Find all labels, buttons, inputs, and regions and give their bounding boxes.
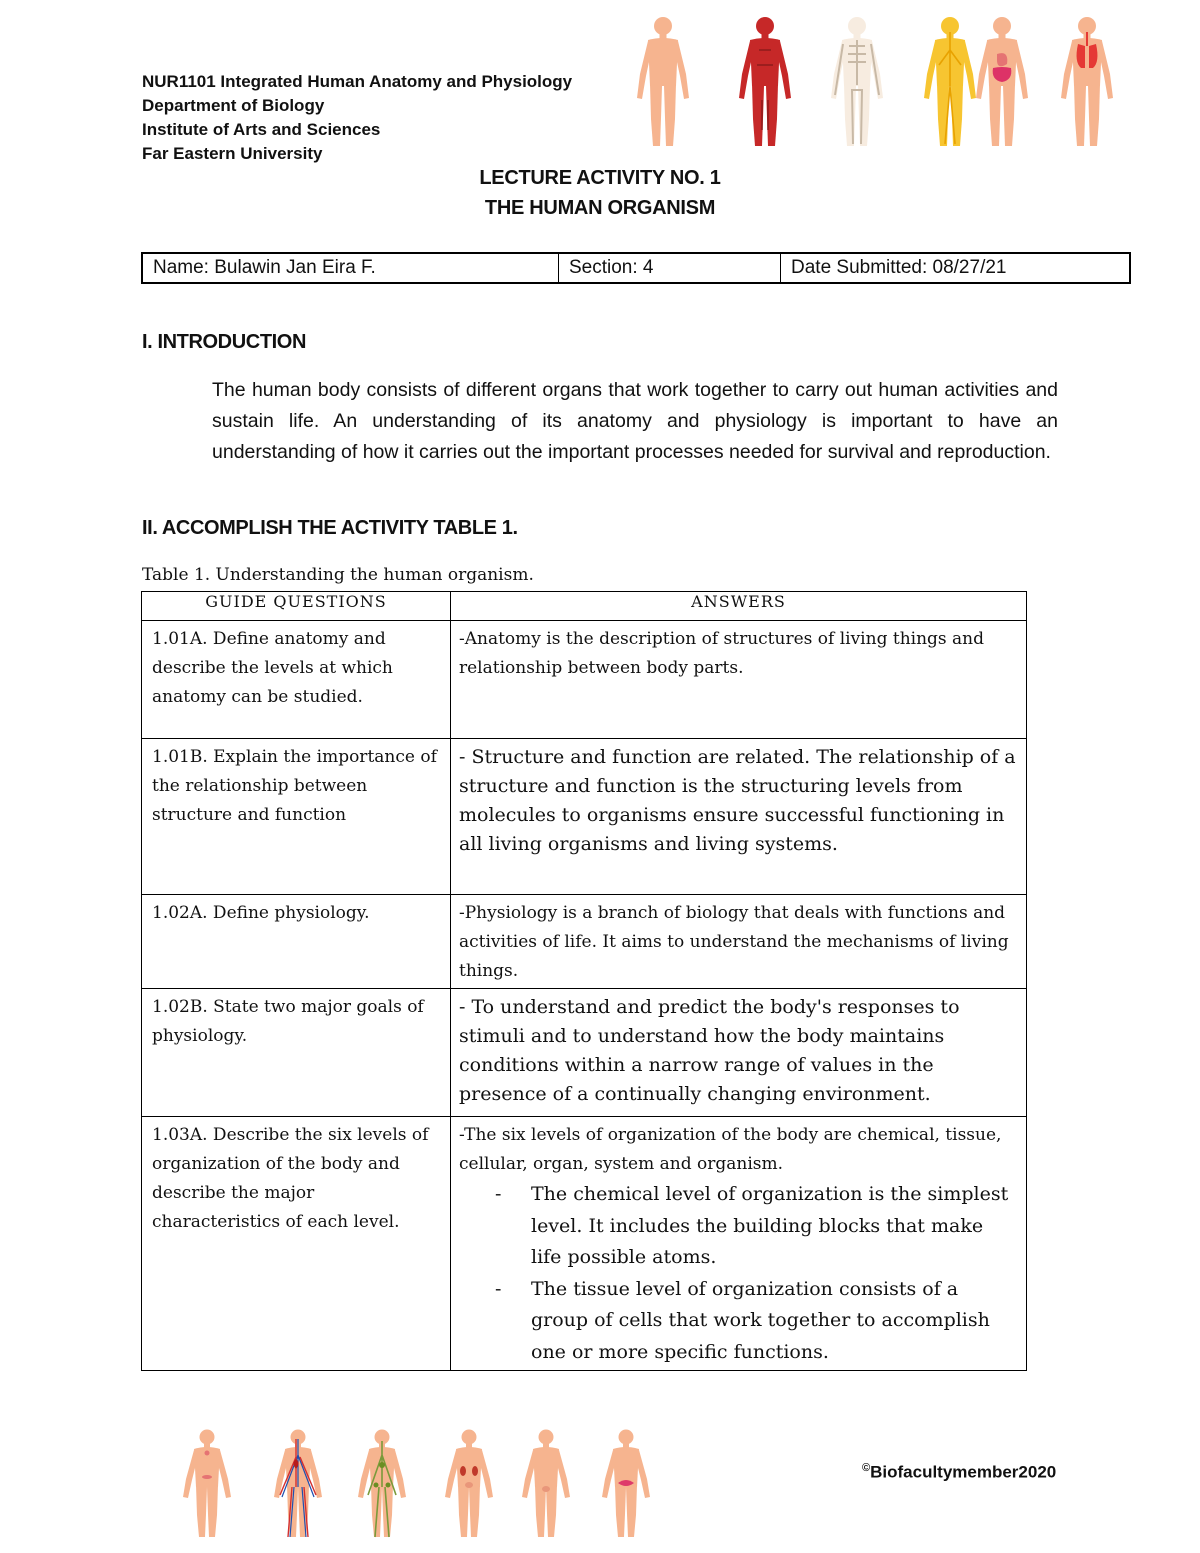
- table-row: [142, 739, 1027, 895]
- human-figure-endocrine: [183, 1430, 231, 1538]
- copyright-text: Biofacultymember2020: [870, 1462, 1057, 1482]
- answer-bullet: - The chemical level of organization is the simplest level. It includes the building blocks that make life possible atoms.: [495, 1179, 1018, 1274]
- date-submitted: Date Submitted: 08/27/21: [791, 257, 1007, 278]
- table-row: [142, 989, 1027, 1117]
- question-cell: 1.01A. Define anatomy and describe the levels at which anatomy can be studied.: [142, 621, 451, 739]
- table-row: [142, 895, 1027, 989]
- table-row: [142, 1117, 1027, 1371]
- copyright-notice: [862, 1462, 1056, 1483]
- introduction-heading: I. INTRODUCTION: [142, 331, 306, 353]
- question-cell: 1.02A. Define physiology.: [142, 895, 451, 989]
- question-cell: 1.03A. Describe the six levels of organization of the body and describe the major characteristics of each level.: [142, 1117, 451, 1371]
- answer-cell: [451, 1117, 1027, 1371]
- human-figure-skeletal: [831, 17, 883, 146]
- human-figure-digestive: [976, 17, 1028, 146]
- table-caption: Table 1. Understanding the human organism.: [142, 565, 534, 585]
- activity-subtitle: THE HUMAN ORGANISM: [484, 197, 716, 219]
- course-title: NUR1101 Integrated Human Anatomy and Physiology: [142, 72, 573, 91]
- student-info-box: [141, 252, 1131, 284]
- human-figure-reproductive-female: [602, 1430, 650, 1538]
- human-figure-lymphatic: [358, 1430, 406, 1538]
- human-figure-respiratory: [1061, 17, 1113, 146]
- table-row: [142, 621, 1027, 739]
- institute: Institute of Arts and Sciences: [142, 120, 381, 139]
- human-figure-skin: [637, 17, 689, 146]
- question-cell: 1.01B. Explain the importance of the relationship between structure and function: [142, 739, 451, 895]
- human-figure-urinary: [445, 1430, 493, 1538]
- human-figure-muscular: [739, 17, 791, 146]
- table-header-row: [142, 592, 1027, 621]
- human-figure-cardiovascular: [274, 1430, 322, 1538]
- body-systems-illustration-bottom: [160, 1425, 680, 1540]
- column-header-answers: ANSWERS: [451, 592, 1027, 621]
- answer-bullet: - The tissue level of organization consists of a group of cells that work together to accomplish one or more specific functions.: [495, 1274, 1018, 1369]
- copyright-symbol: ©: [862, 1462, 871, 1474]
- column-header-questions: GUIDE QUESTIONS: [142, 592, 451, 621]
- activity-title: LECTURE ACTIVITY NO. 1: [479, 167, 721, 189]
- activity-heading: II. ACCOMPLISH THE ACTIVITY TABLE 1.: [142, 517, 518, 539]
- answer-bullet-list: [459, 1179, 1018, 1368]
- answer-intro: -The six levels of organization of the body are chemical, tissue, cellular, organ, system and organism.: [459, 1125, 1002, 1174]
- body-systems-illustration-top: [625, 10, 1125, 150]
- answer-cell: - To understand and predict the body's responses to stimuli and to understand how the body maintains conditions within a narrow range of values in the presence of a continually changing environment.: [451, 989, 1027, 1117]
- question-cell: 1.02B. State two major goals of physiology.: [142, 989, 451, 1117]
- answer-cell: -Physiology is a branch of biology that deals with functions and activities of life. It aims to understand the mechanisms of living things.: [451, 895, 1027, 989]
- student-section: Section: 4: [559, 254, 781, 282]
- activity-table: [141, 591, 1027, 1371]
- department: Department of Biology: [142, 96, 325, 115]
- student-name: Name: Bulawin Jan Eira F.: [143, 254, 559, 282]
- university: Far Eastern University: [142, 144, 323, 163]
- answer-cell: - Structure and function are related. The relationship of a structure and function is the structuring levels from molecules to organisms ensure successful functioning in all living organisms and living systems.: [451, 739, 1027, 895]
- human-figure-nervous: [924, 17, 976, 146]
- human-figure-reproductive-male: [522, 1430, 570, 1538]
- introduction-text: The human body consists of different organs that work together to carry out human activities and sustain life. An understanding of its anatomy and physiology is important to have an understanding of how it carries out the important processes needed for survival and reproduction.: [212, 379, 1058, 463]
- course-header: [142, 70, 572, 166]
- answer-cell: -Anatomy is the description of structures of living things and relationship between body parts.: [451, 621, 1027, 739]
